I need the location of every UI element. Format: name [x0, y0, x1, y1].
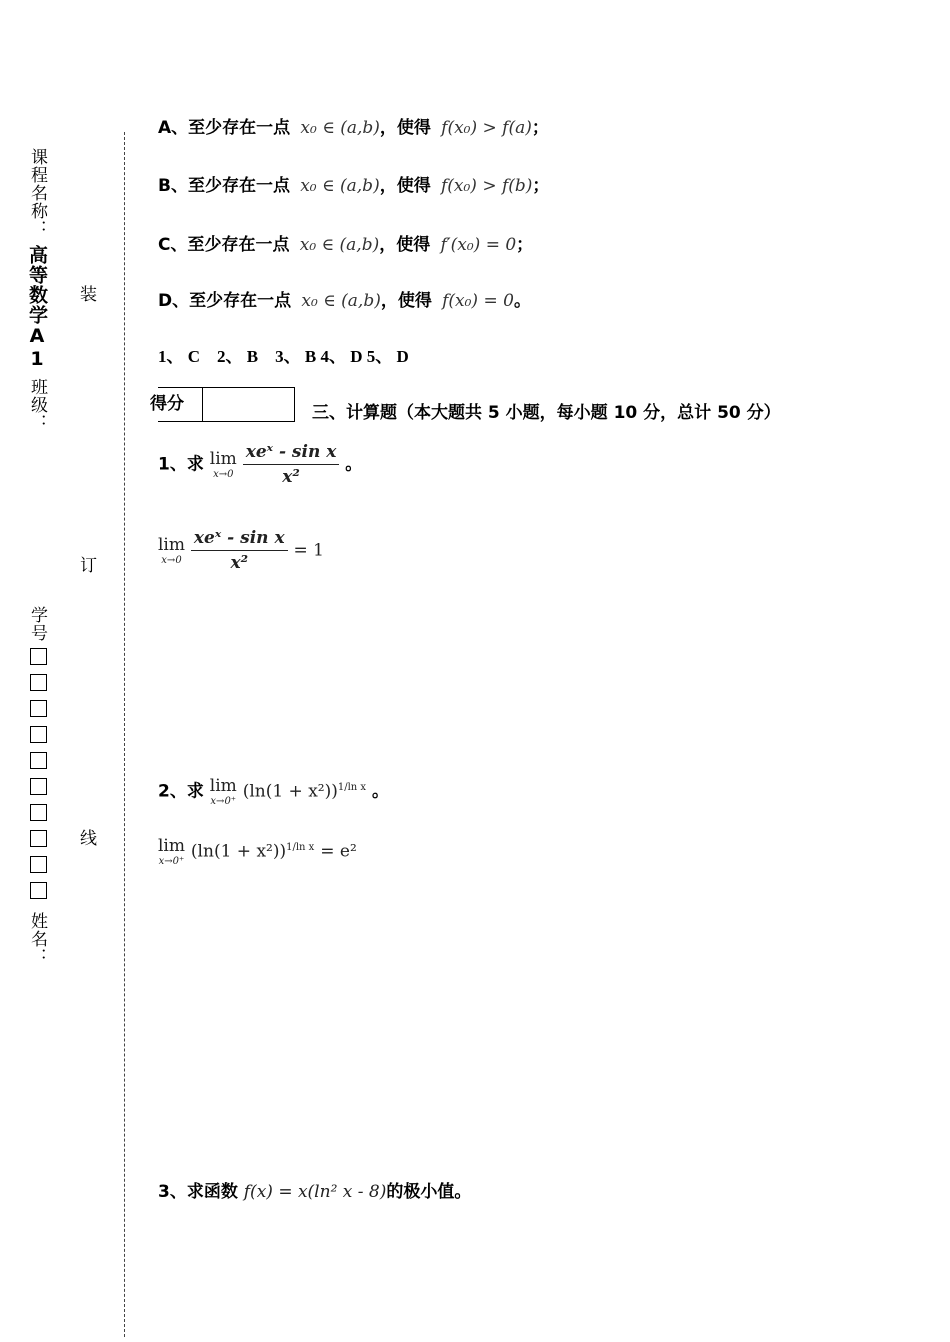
id-box[interactable] — [30, 882, 47, 899]
fraction: $\frac{\text{xeˣ - sin x}}{\text{x²}}$ — [243, 442, 340, 487]
id-box[interactable] — [30, 778, 47, 795]
score-box — [150, 387, 295, 422]
question-3: 3、求函数 f(x) = x(ln² x - 8)的极小值。 — [158, 1182, 472, 1202]
binding-mark-ding: 订 — [80, 556, 97, 576]
student-id-label: 学号 — [27, 606, 47, 642]
id-box[interactable] — [30, 700, 47, 717]
score-field[interactable] — [203, 388, 294, 421]
id-box[interactable] — [30, 648, 47, 665]
question-2: 2、求 lim x→0⁺ $(\ln(1 + x^2))^{1/ln x}$ 。 — [158, 776, 389, 807]
id-box[interactable] — [30, 726, 47, 743]
answer-2: lim x→0⁺ $(\ln(1 + x^2))^{1/ln x} = e^2$ — [158, 836, 357, 867]
limit-symbol: lim x→0 — [209, 449, 237, 480]
class-label: 班级： — [27, 378, 47, 432]
answer-key: 1、 C 2、 B 3、 B 4、 D 5、 D — [158, 347, 409, 366]
student-id-boxes[interactable] — [30, 648, 48, 908]
answer-1: lim x→0 $\frac{\text{xeˣ - sin x}}{\text{x²}}$ = 1 — [158, 528, 324, 573]
id-box[interactable] — [30, 830, 47, 847]
section-title: 三、计算题（本大题共 5 小题，每小题 10 分，总计 50 分） — [312, 403, 781, 423]
id-box[interactable] — [30, 752, 47, 769]
question-1: 1、求 lim x→0 $\frac{\text{xeˣ - sin x}}{\text{x²}}$ 。 — [158, 442, 363, 487]
limit-symbol: lim x→0⁺ — [158, 836, 185, 867]
option-a: A、至少存在一点 x₀ ∈ (a,b)，使得 f(x₀) > f(a)； — [158, 118, 549, 138]
id-box[interactable] — [30, 856, 47, 873]
binding-mark-zhuang: 装 — [80, 285, 97, 305]
id-box[interactable] — [30, 674, 47, 691]
limit-symbol: lim x→0 — [158, 535, 185, 566]
option-c: C、至少存在一点 x₀ ∈ (a,b)，使得 f′(x₀) = 0； — [158, 235, 534, 255]
binding-dashed-line — [124, 132, 125, 1337]
option-d: D、至少存在一点 x₀ ∈ (a,b)，使得 f(x₀) = 0。 — [158, 291, 531, 311]
fraction: $\frac{\text{xeˣ - sin x}}{\text{x²}}$ — [191, 528, 288, 573]
score-label: 得分 — [158, 388, 203, 421]
course-name: 高等数学A1 — [26, 245, 48, 371]
option-b: B、至少存在一点 x₀ ∈ (a,b)，使得 f(x₀) > f(b)； — [158, 176, 550, 196]
binding-mark-xian: 线 — [80, 829, 97, 849]
course-label: 课程名称： — [27, 148, 47, 238]
id-box[interactable] — [30, 804, 47, 821]
limit-symbol: lim x→0⁺ — [209, 776, 237, 807]
name-label: 姓名： — [27, 912, 47, 966]
